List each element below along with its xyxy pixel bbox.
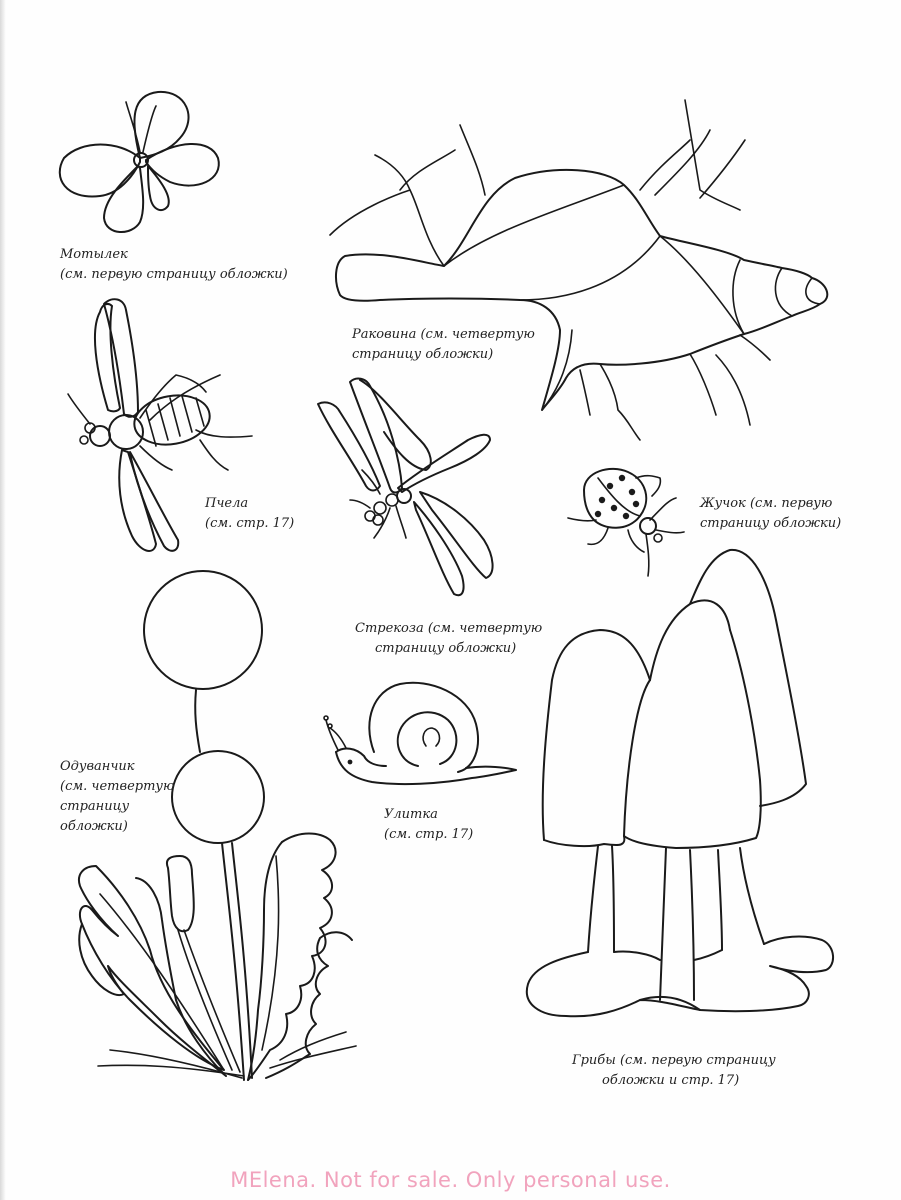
caption-dandelion [60, 757, 174, 837]
caption-bee [205, 494, 294, 534]
caption-line: (см. стр. 17) [384, 827, 474, 842]
caption-butterfly [60, 245, 288, 285]
mushrooms-outline [527, 550, 833, 1016]
caption-ladybug [700, 494, 841, 534]
butterfly-outline [60, 92, 219, 232]
caption-line: страницу обложки) [375, 641, 517, 656]
caption-line: страницу обложки) [352, 347, 494, 362]
caption-line: Мотылек [60, 247, 128, 262]
caption-line: обложки) [60, 819, 128, 834]
caption-line: страницу [60, 799, 130, 814]
caption-line: Пчела [205, 496, 249, 511]
shell-outline [330, 100, 827, 440]
caption-line: Грибы (см. первую страницу [572, 1053, 776, 1068]
caption-line: страницу обложки) [700, 516, 842, 531]
caption-line: Раковина (см. четвертую [352, 327, 535, 342]
snail-outline [324, 683, 516, 784]
ladybug-outline [568, 469, 684, 576]
caption-line: Стрекоза (см. четвертую [355, 621, 543, 636]
caption-shell [352, 325, 535, 365]
caption-dragonfly [355, 619, 542, 659]
caption-line: Одуванчик [60, 759, 135, 774]
caption-mushrooms [572, 1051, 776, 1091]
caption-line: (см. стр. 17) [205, 516, 295, 531]
caption-line: обложки и стр. 17) [602, 1073, 740, 1088]
caption-line: (см. первую страницу обложки) [60, 267, 288, 282]
caption-line: (см. четвертую [60, 779, 175, 794]
watermark-text: MElena. Not for sale. Only personal use. [230, 1168, 671, 1192]
dragonfly-outline [318, 379, 493, 596]
caption-snail [384, 805, 473, 845]
caption-line: Жучок (см. первую [700, 496, 833, 511]
caption-line: Улитка [384, 807, 438, 822]
